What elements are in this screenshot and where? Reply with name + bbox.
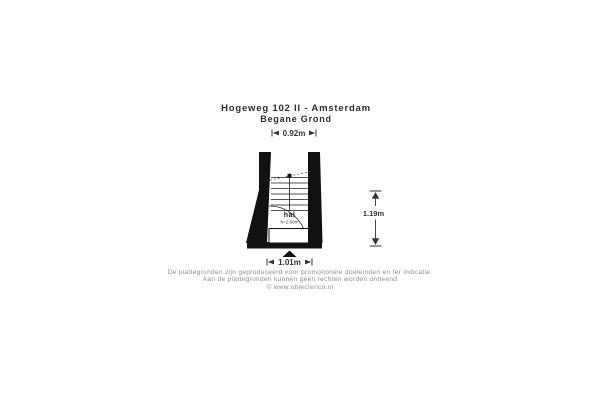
disclaimer-footer: [0, 269, 600, 293]
entrance-marker-icon: [283, 251, 297, 258]
left-wall: [246, 152, 271, 243]
dim-right-label: 1.19m: [362, 209, 385, 218]
door-threshold: [269, 229, 309, 244]
room-height-label: h=2.68m: [280, 219, 299, 225]
copyright-line: © www.objectenco.nl: [266, 284, 334, 291]
dim-bottom-left-arrow-icon: [268, 260, 274, 265]
disclaimer-line-1: De plattegronden zijn geproduceerd voor promotionele doeleinden en ter indicatie.: [167, 269, 433, 276]
dim-right-up-arrow-icon: [372, 192, 379, 199]
dimension-bottom: [267, 258, 312, 267]
disclaimer-line-2: Aan de plattegronden kunnen geen rechten worden ontleend: [202, 276, 398, 283]
dimension-right: [363, 191, 385, 246]
dim-top-label: 0.92m: [282, 129, 306, 138]
room-label: hal: [283, 212, 296, 219]
dim-right-down-arrow-icon: [372, 238, 379, 245]
dim-top-right-arrow-icon: [309, 131, 315, 136]
right-wall: [308, 152, 323, 243]
dim-bottom-label: 1.01m: [278, 258, 301, 267]
dim-top-left-arrow-icon: [273, 131, 279, 136]
floorplan-drawing: [228, 124, 403, 270]
stair-walking-marker-icon: [288, 174, 292, 178]
page-subtitle: Begane Grond: [260, 114, 332, 124]
dim-bottom-right-arrow-icon: [305, 260, 311, 265]
page-title: Hogeweg 102 II - Amsterdam: [221, 103, 371, 114]
staircase: [266, 171, 313, 211]
dimension-top: [272, 129, 316, 138]
